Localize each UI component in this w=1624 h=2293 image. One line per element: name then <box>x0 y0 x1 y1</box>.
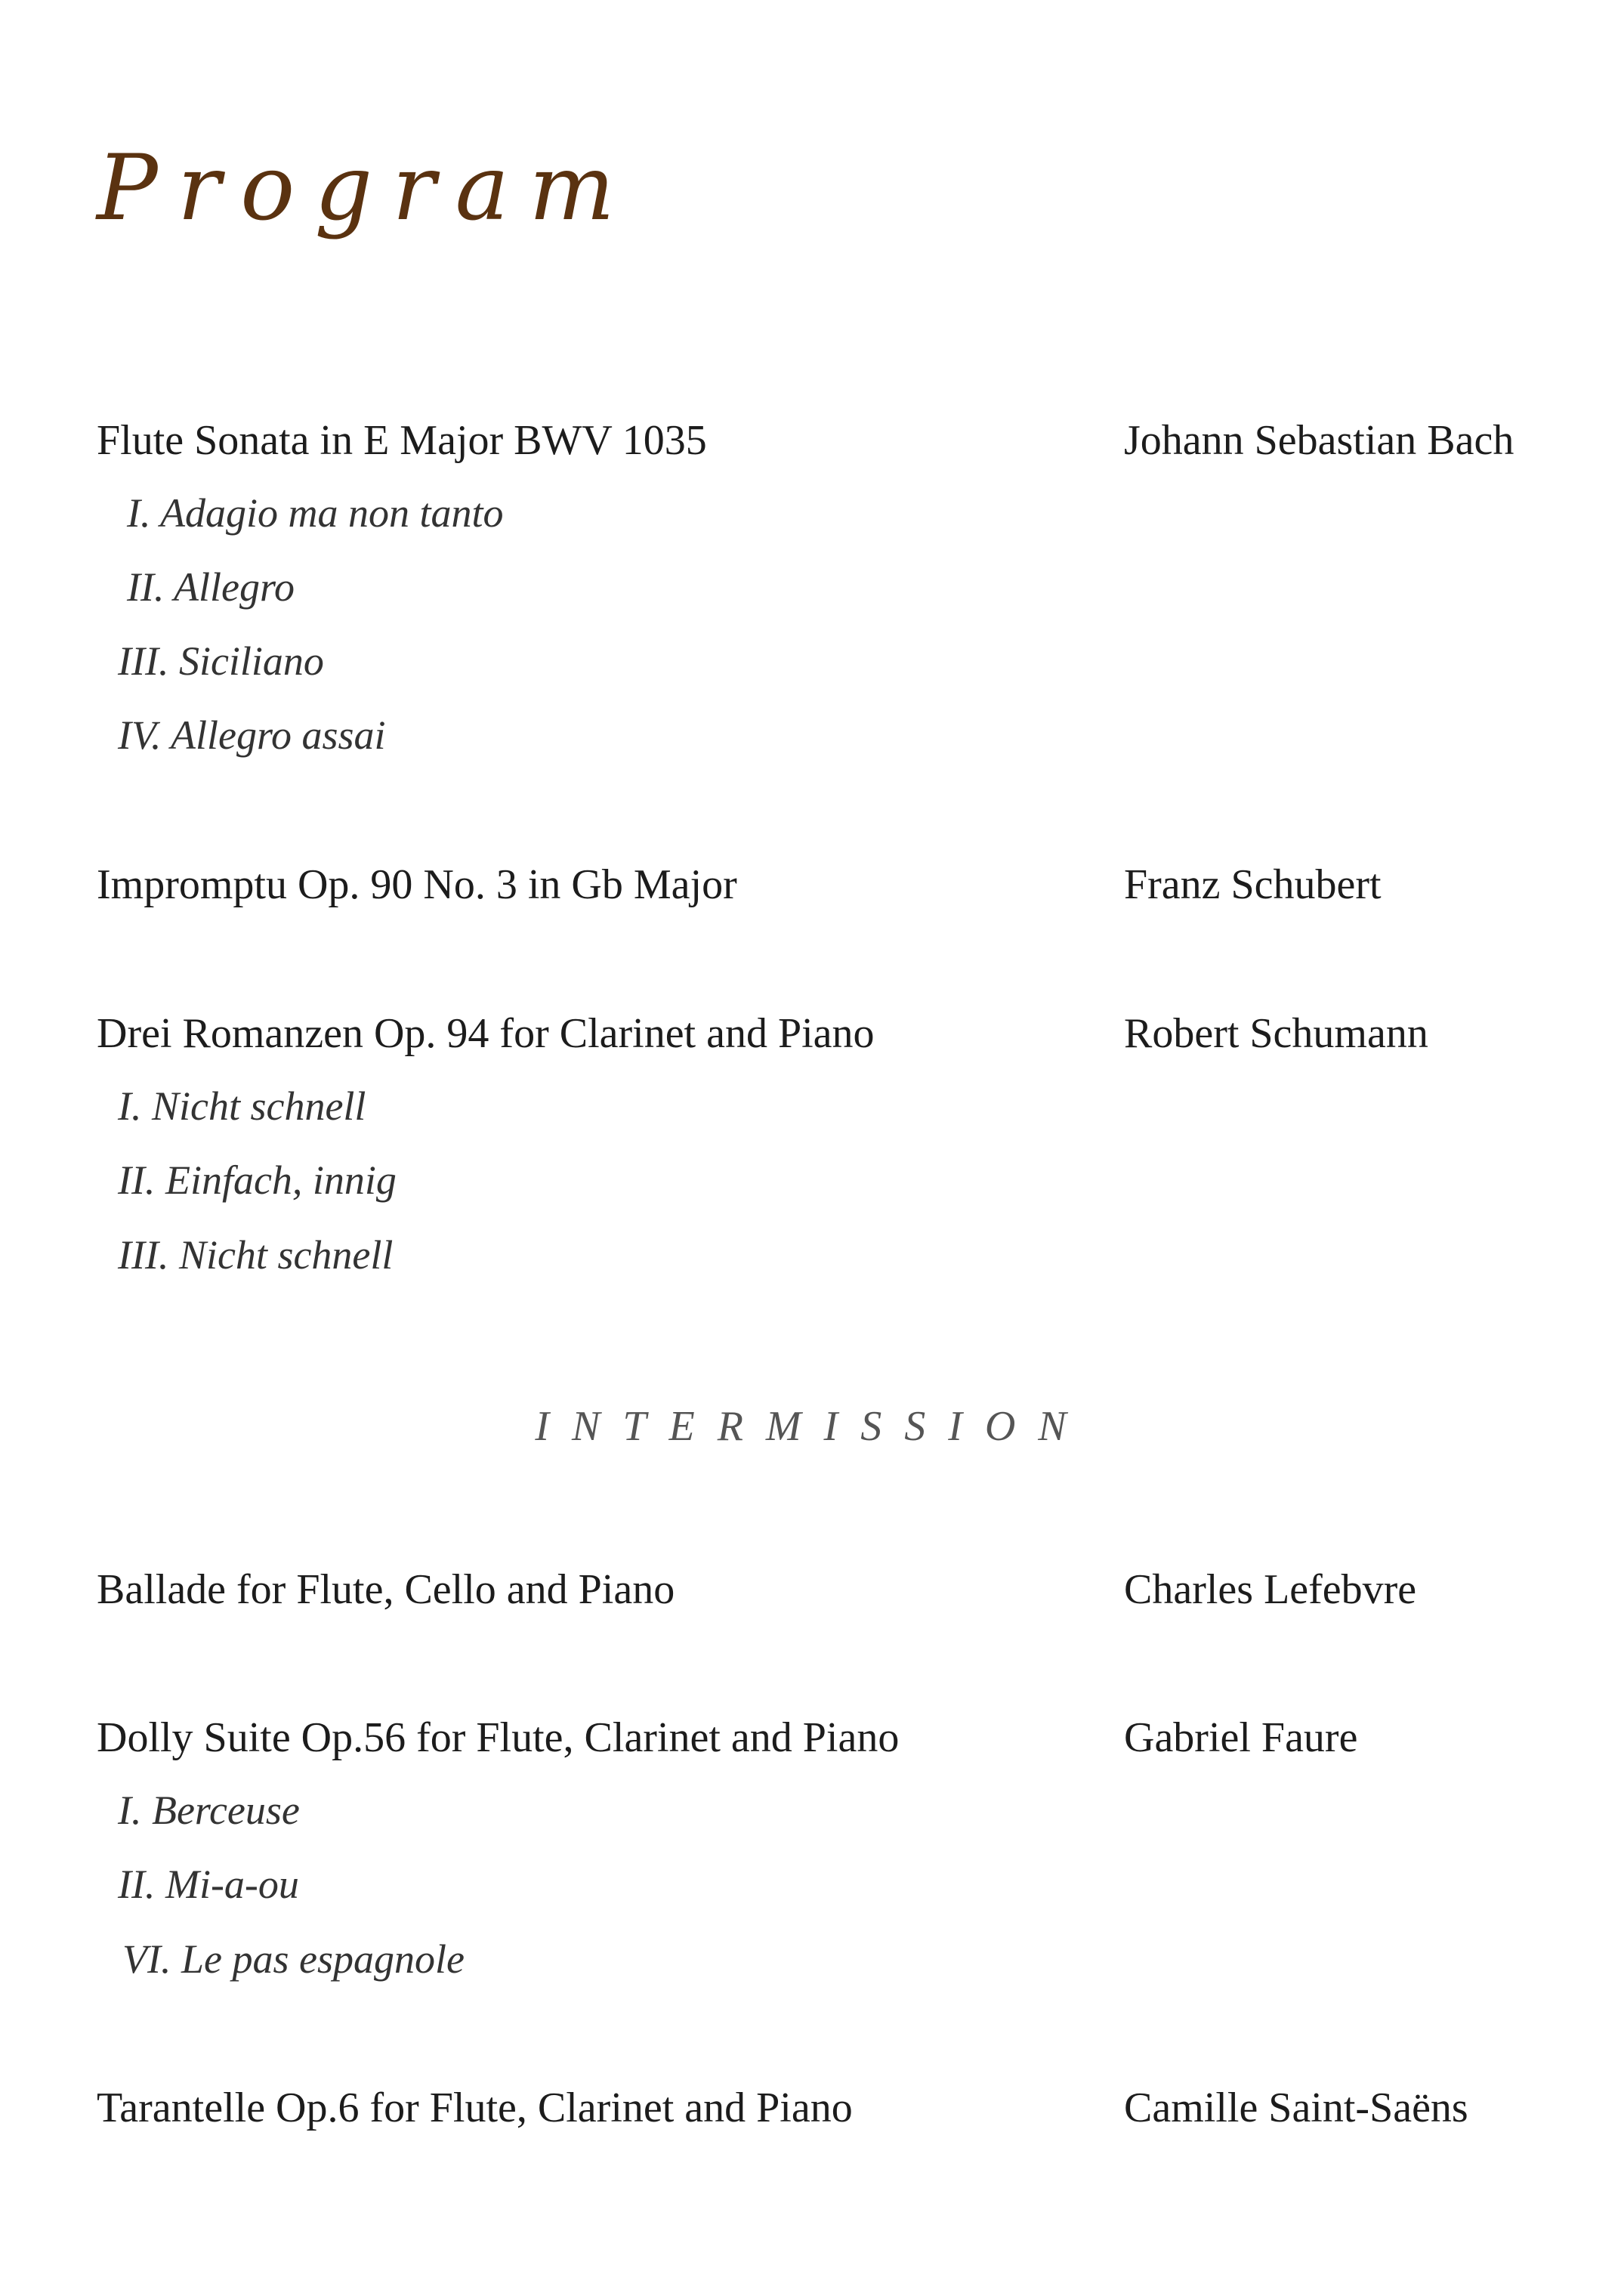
work-6-composer: Camille Saint-Saëns <box>1124 2084 1468 2131</box>
work-3-movement-1: I. Nicht schnell <box>118 1083 366 1129</box>
work-4-title: Ballade for Flute, Cello and Piano <box>97 1566 675 1613</box>
work-3-movement-3: III. Nicht schnell <box>118 1232 394 1278</box>
work-5-movement-1: I. Berceuse <box>118 1788 300 1833</box>
work-2-title: Impromptu Op. 90 No. 3 in Gb Major <box>97 861 737 908</box>
work-2-composer: Franz Schubert <box>1124 861 1382 908</box>
work-1-movement-1: I. Adagio ma non tanto <box>127 490 504 536</box>
work-5-composer: Gabriel Faure <box>1124 1714 1358 1761</box>
work-1-movement-3: III. Siciliano <box>118 638 324 684</box>
work-4-composer: Charles Lefebvre <box>1124 1566 1417 1613</box>
work-1-composer: Johann Sebastian Bach <box>1124 417 1514 464</box>
work-1-movement-2: II. Allegro <box>127 564 295 610</box>
work-3-movement-2: II. Einfach, innig <box>118 1157 397 1203</box>
work-5-title: Dolly Suite Op.56 for Flute, Clarinet and Piano <box>97 1714 900 1761</box>
work-1-movement-4: IV. Allegro assai <box>118 712 386 758</box>
program-title: Program <box>97 136 634 241</box>
intermission-heading: INTERMISSION <box>535 1403 1089 1450</box>
work-5-movement-2: II. Mi-a-ou <box>118 1862 299 1907</box>
work-1-title: Flute Sonata in E Major BWV 1035 <box>97 417 707 464</box>
work-3-composer: Robert Schumann <box>1124 1010 1428 1057</box>
work-5-movement-3: VI. Le pas espagnole <box>122 1936 465 1982</box>
work-3-title: Drei Romanzen Op. 94 for Clarinet and Piano <box>97 1010 875 1057</box>
work-6-title: Tarantelle Op.6 for Flute, Clarinet and Piano <box>97 2084 853 2131</box>
